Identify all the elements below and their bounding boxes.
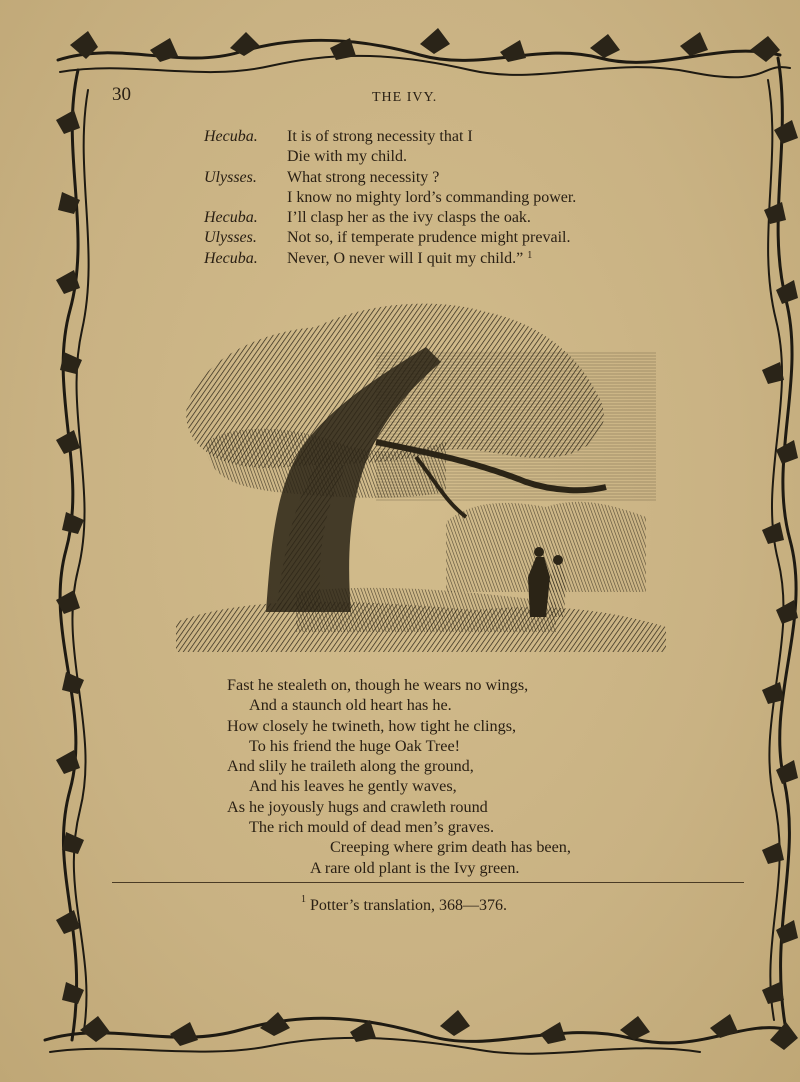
poem-line: Creeping where grim death has been, (330, 838, 571, 857)
speaker-name: Hecuba. (204, 128, 258, 145)
speech-text-inner: Never, O never will I quit my child.” (287, 249, 524, 267)
footnote-text: Potter’s translation, 368—376. (310, 897, 508, 914)
poem-line: As he joyously hugs and crawleth round (227, 797, 488, 816)
poem-line: How closely he twineth, how tight he clings, (227, 716, 517, 735)
footnote (301, 894, 508, 915)
page-number: 30 (112, 84, 131, 105)
speech-text: I’ll clasp her as the ivy clasps the oak. (287, 209, 531, 227)
dialogue-line (204, 188, 624, 208)
dialogue-line (204, 147, 624, 167)
speech-text: I know no mighty lord’s commanding power. (287, 188, 577, 206)
footnote-reference: 1 (527, 249, 533, 261)
speech-text: What strong necessity ? (287, 168, 440, 186)
speech-text: Die with my child. (287, 148, 407, 166)
oak-ivy-engraving-icon (176, 292, 666, 652)
dialogue-line (204, 249, 624, 269)
poem-line: Fast he stealeth on, though he wears no wings, (227, 676, 529, 694)
poem-line: To his friend the huge Oak Tree! (249, 736, 461, 755)
speech-text: It is of strong necessity that I (287, 128, 473, 145)
poem-line: And slily he traileth along the ground, (227, 757, 474, 776)
speech-text (287, 249, 624, 269)
running-head: THE IVY. (372, 90, 438, 105)
dialogue-line (204, 228, 624, 248)
dialogue-line (204, 168, 624, 188)
dialogue-block (204, 127, 624, 269)
poem-line: A rare old plant is the Ivy green. (310, 858, 520, 877)
speaker-name: Ulysses. (204, 168, 257, 186)
poem-line: And a staunch old heart has he. (249, 696, 452, 715)
footnote-marker: 1 (301, 894, 306, 905)
speaker-name: Ulysses. (204, 229, 257, 247)
poem (227, 675, 571, 878)
dialogue-line (204, 127, 624, 147)
poem-line: The rich mould of dead men’s graves. (249, 818, 494, 837)
poem-line: And his leaves he gently waves, (249, 777, 457, 796)
footnote-divider (112, 882, 744, 883)
speech-text: Not so, if temperate prudence might prevail. (287, 229, 571, 247)
speaker-name: Hecuba. (204, 209, 258, 227)
speaker-name: Hecuba. (204, 249, 258, 267)
dialogue-line (204, 208, 624, 228)
